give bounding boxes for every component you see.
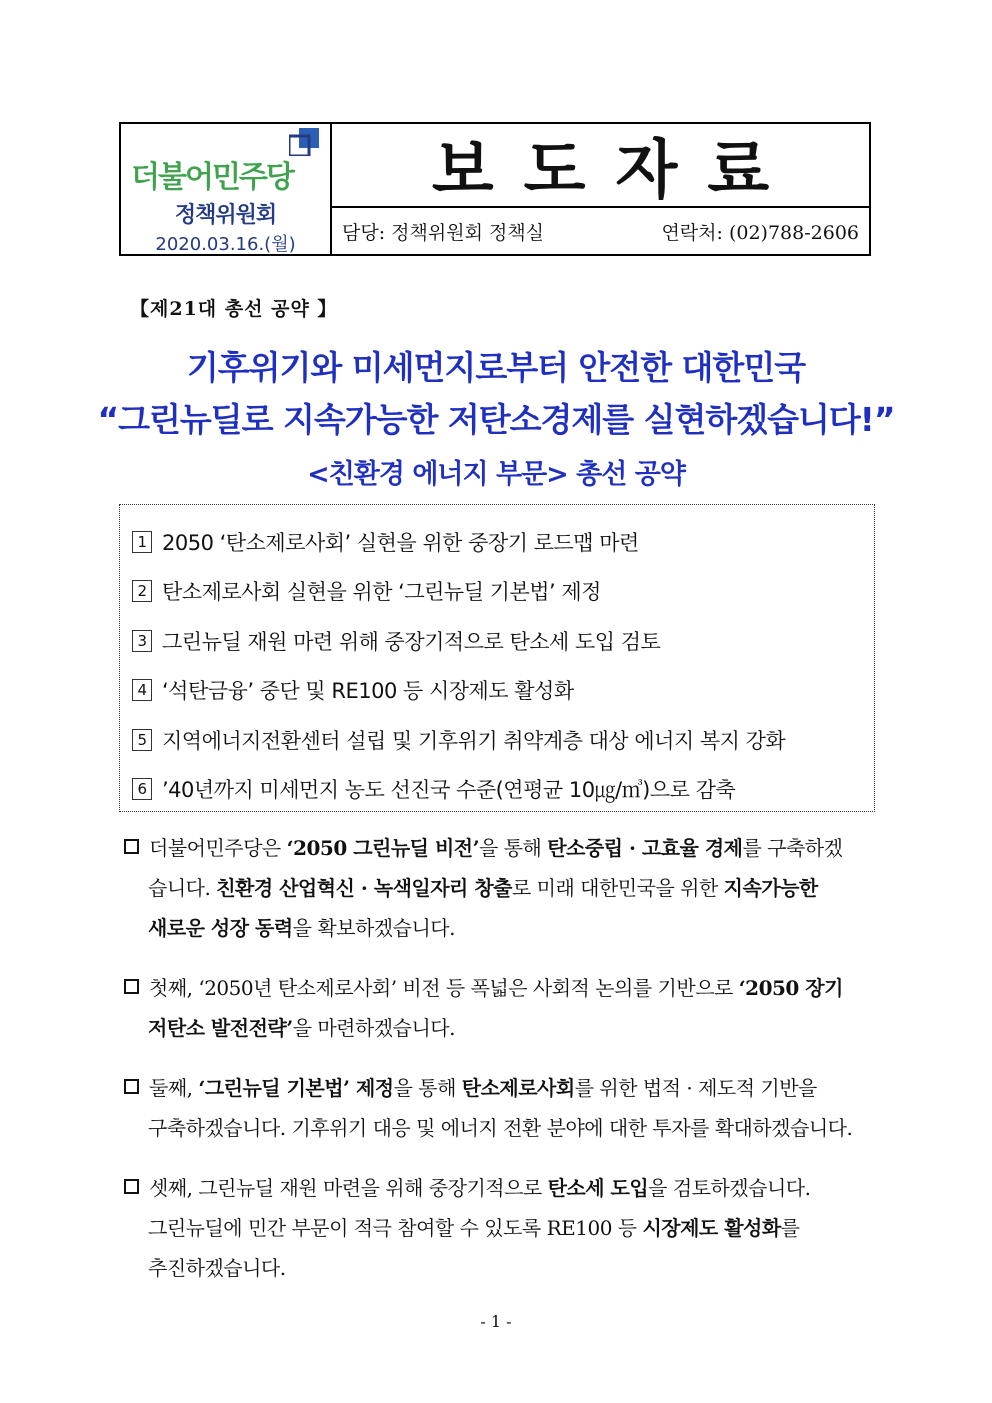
- contact-phone: 연락처: (02)788-2606: [661, 221, 859, 244]
- pledge-number: 2: [132, 580, 152, 602]
- pledge-item: [120, 715, 874, 765]
- paragraph-second: 둘째, ‘그린뉴딜 기본법’ 제정을 통해 탄소제로사회를 위한 법적 · 제도적 기반을 구축하겠습니다. 기후위기 대응 및 에너지 전환 분야에 대한 투자를 확대하겠습니다.: [124, 1068, 876, 1148]
- pledge-item: [120, 616, 874, 666]
- paragraph-first: 첫째, ‘2050년 탄소제로사회’ 비전 등 폭넓은 사회적 논의를 기반으로 ‘2050 장기 저탄소 발전전략’을 마련하겠습니다.: [124, 968, 876, 1048]
- headline-subtitle: <친환경 에너지 부문> 총선 공약: [307, 459, 685, 490]
- checkbox-bullet-icon: [124, 1079, 139, 1094]
- paragraph-intro: 더불어민주당은 ‘2050 그린뉴딜 비전’을 통해 탄소중립 · 고효율 경제를 구축하겠 습니다. 친환경 산업혁신 · 녹색일자리 창출로 미래 대한민국을 위한 지속가능한 새로운 성장 동력을 확보하겠습니다.: [124, 828, 876, 948]
- pledge-item: [120, 666, 874, 716]
- pledge-number: 6: [132, 778, 152, 800]
- press-header: [119, 122, 871, 256]
- pledge-text: ’40년까지 미세먼지 농도 선진국 수준(연평균 10㎍/㎥)으로 감축: [162, 778, 736, 803]
- page-number: - 1 -: [480, 1312, 512, 1331]
- contact-row: [332, 208, 869, 254]
- party-logo-text: 더불어민주당: [131, 160, 293, 195]
- committee-name: 정책위원회: [174, 203, 277, 228]
- headline-line-2: “그린뉴딜로 지속가능한 저탄소경제를 실현하겠습니다!”: [97, 400, 895, 439]
- pledge-number: 3: [132, 630, 152, 652]
- pledge-text: ‘석탄금융’ 중단 및 RE100 등 시장제도 활성화: [162, 679, 574, 704]
- pledge-item: [120, 567, 874, 617]
- pledge-number: 4: [132, 679, 152, 701]
- pledge-number: 5: [132, 729, 152, 751]
- pledge-text: 2050 ‘탄소제로사회’ 실현을 위한 중장기 로드맵 마련: [162, 530, 639, 555]
- title-cell: [332, 124, 869, 254]
- pledge-text: 그린뉴딜 재원 마련 위해 중장기적으로 탄소세 도입 검토: [162, 629, 661, 654]
- pledge-item: [120, 765, 874, 815]
- paragraph-third: 셋째, 그린뉴딜 재원 마련을 위해 중장기적으로 탄소세 도입을 검토하겠습니다. 그린뉴딜에 민간 부문이 적극 참여할 수 있도록 RE100 등 시장제도 활성화를 추진하겠습니다.: [124, 1168, 876, 1288]
- election-pledge-tag: 【제21대 총선 공약 】: [130, 298, 338, 320]
- release-date: 2020.03.16.(월): [155, 234, 296, 255]
- pledge-item: [120, 517, 874, 567]
- press-release-title: 보도자료: [332, 124, 869, 208]
- party-logo-mark-icon: [289, 128, 319, 156]
- headline-line-1: 기후위기와 미세먼지로부터 안전한 대한민국: [186, 348, 806, 387]
- party-logo-cell: [121, 124, 332, 254]
- checkbox-bullet-icon: [124, 1179, 139, 1194]
- contact-person: 담당: 정책위원회 정책실: [342, 221, 545, 244]
- pledge-text: 탄소제로사회 실현을 위한 ‘그린뉴딜 기본법’ 제정: [162, 580, 601, 605]
- pledge-text: 지역에너지전환센터 설립 및 기후위기 취약계층 대상 에너지 복지 강화: [162, 728, 786, 753]
- pledge-number: 1: [132, 531, 152, 553]
- pledge-summary-box: [119, 504, 875, 812]
- checkbox-bullet-icon: [124, 979, 139, 994]
- checkbox-bullet-icon: [124, 839, 139, 854]
